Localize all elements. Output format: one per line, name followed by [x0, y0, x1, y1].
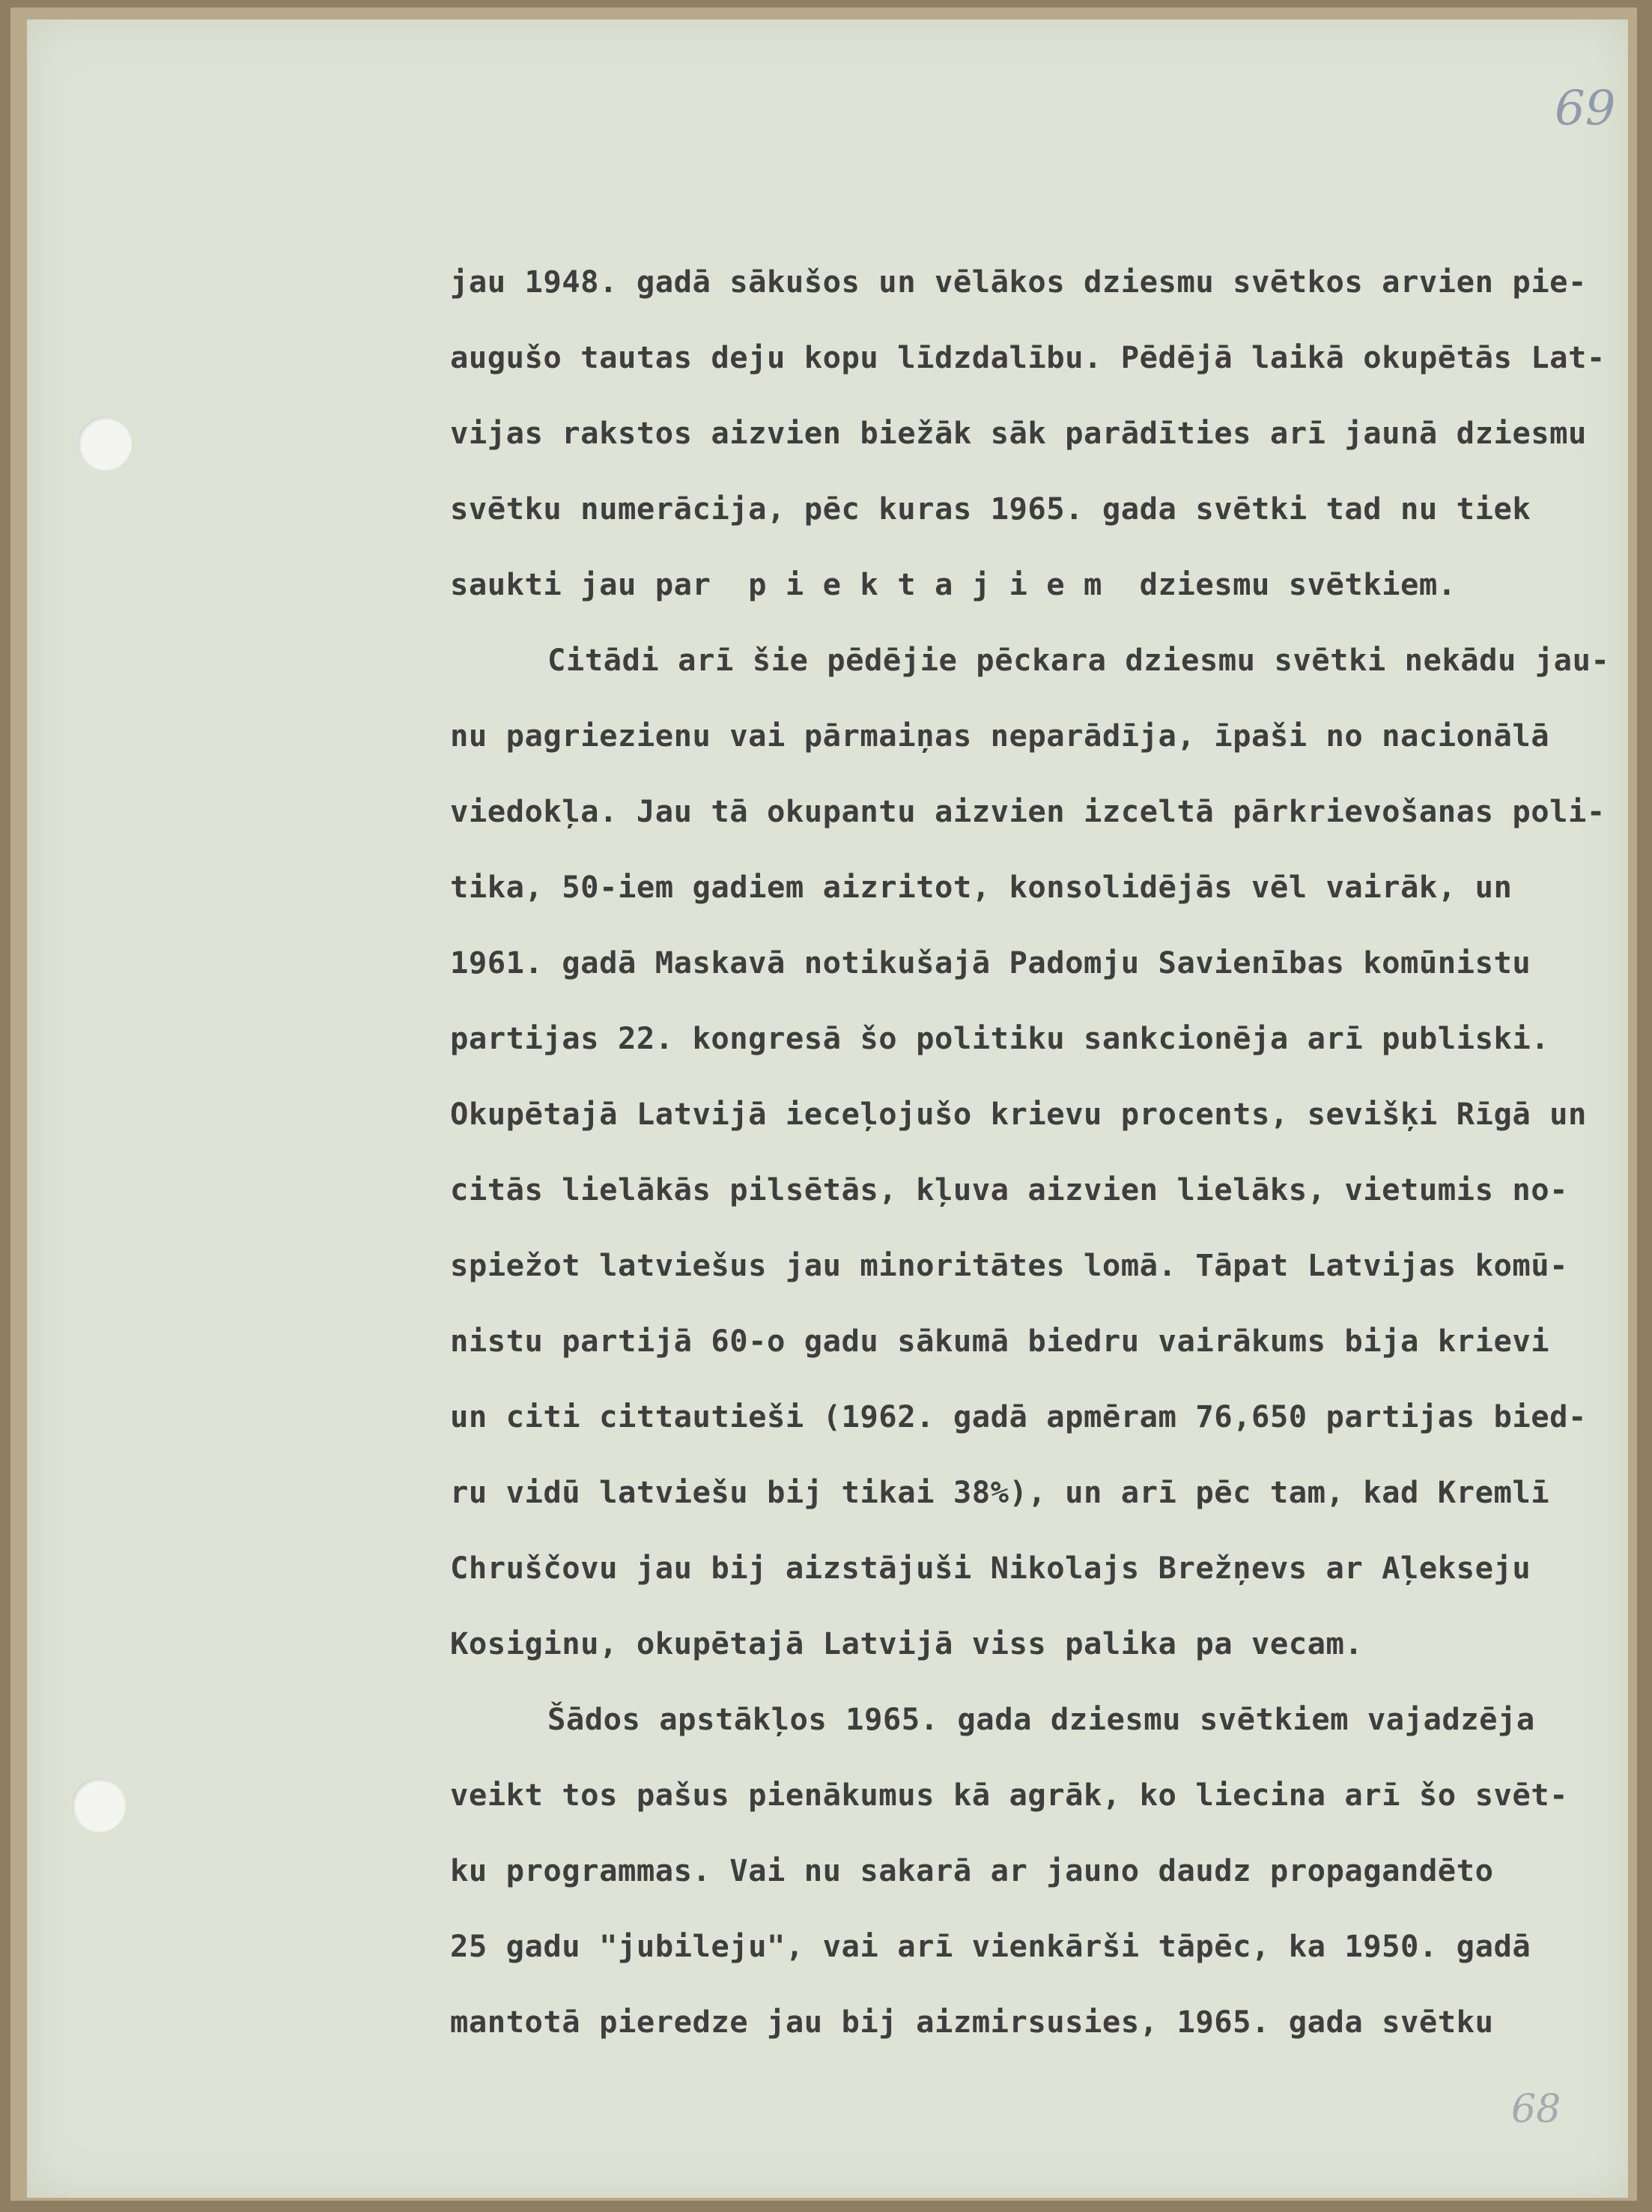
text-line: 25 gadu "jubileju", vai arī vienkārši tāpēc, ka 1950. gadā [450, 1928, 1531, 1964]
text-line: augušo tautas deju kopu līdzdalību. Pēdējā laikā okupētās Lat- [450, 339, 1606, 375]
page-number-top: 69 [1555, 81, 1616, 136]
text-line: partijas 22. kongresā šo politiku sankcionēja arī publiski. [450, 1020, 1550, 1056]
text-line: Citādi arī šie pēdējie pēckara dziesmu svētki nekādu jau- [547, 642, 1610, 678]
text-line: svētku numerācija, pēc kuras 1965. gada svētki tad nu tiek [450, 491, 1531, 527]
text-line: nistu partijā 60-o gadu sākumā biedru vairākums bija krievi [450, 1323, 1550, 1359]
text-line: Kosiginu, okupētajā Latvijā viss palika pa vecam. [450, 1625, 1364, 1661]
page-number-bottom: 68 [1511, 2087, 1561, 2132]
text-line: jau 1948. gadā sākušos un vēlākos dziesmu svētkos arvien pie- [450, 264, 1587, 300]
text-line: nu pagriezienu vai pārmaiņas neparādīja, īpaši no nacionālā [450, 718, 1550, 754]
text-line: spiežot latviešus jau minoritātes lomā. Tāpat Latvijas komū- [450, 1247, 1568, 1283]
text-line: Šādos apstākļos 1965. gada dziesmu svētkiem vajadzēja [547, 1701, 1535, 1737]
text-line: ru vidū latviešu bij tikai 38%), un arī pēc tam, kad Kremlī [450, 1474, 1550, 1510]
punch-hole-top [78, 416, 132, 470]
text-line: saukti jau par p i e k t a j i e m dziesmu svētkiem. [450, 566, 1457, 602]
text-line: un citi cittautieši (1962. gadā apmēram 76,650 partijas bied- [450, 1399, 1587, 1434]
body-text [450, 244, 1626, 2060]
text-line: Okupētajā Latvijā ieceļojušo krievu procents, sevišķi Rīgā un [450, 1096, 1587, 1132]
text-line: citās lielākās pilsētās, kļuva aizvien lielāks, vietumis no- [450, 1172, 1568, 1207]
punch-hole-bottom [72, 1778, 126, 1832]
text-line: 1961. gadā Maskavā notikušajā Padomju Savienības komūnistu [450, 945, 1531, 981]
text-line: veikt tos pašus pienākumus kā agrāk, ko liecina arī šo svēt- [450, 1777, 1568, 1813]
text-line: vijas rakstos aizvien biežāk sāk parādīties arī jaunā dziesmu [450, 415, 1587, 451]
text-line: mantotā pieredze jau bij aizmirsusies, 1965. gada svētku [450, 2004, 1494, 2040]
document-page [27, 19, 1628, 2198]
text-line: viedokļa. Jau tā okupantu aizvien izceltā pārkrievošanas poli- [450, 793, 1606, 829]
text-line: Chruščovu jau bij aizstājuši Nikolajs Brežņevs ar Aļekseju [450, 1550, 1531, 1586]
text-line: ku programmas. Vai nu sakarā ar jauno daudz propagandēto [450, 1852, 1494, 1888]
text-line: tika, 50-iem gadiem aizritot, konsolidējās vēl vairāk, un [450, 869, 1513, 905]
